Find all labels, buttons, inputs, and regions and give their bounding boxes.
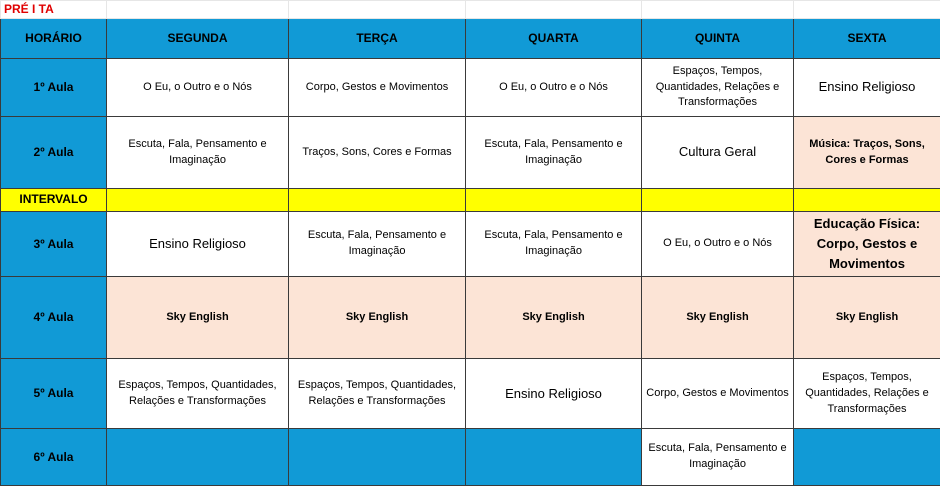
cell-quinta[interactable]: Escuta, Fala, Pensamento e Imaginação — [642, 429, 794, 486]
row-aula-1 — [1, 59, 940, 117]
cell-terca[interactable]: Traços, Sons, Cores e Formas — [289, 117, 466, 189]
title-row — [1, 1, 940, 19]
cell-sexta[interactable]: Ensino Religioso — [794, 59, 940, 117]
sheet-title: PRÉ I TA — [4, 2, 54, 16]
cell-segunda[interactable]: O Eu, o Outro e o Nós — [107, 59, 289, 117]
row-label[interactable]: 1º Aula — [1, 59, 107, 117]
cell-terca[interactable] — [289, 429, 466, 486]
cell-quarta[interactable]: O Eu, o Outro e o Nós — [466, 59, 642, 117]
row-label[interactable]: 4º Aula — [1, 277, 107, 359]
cell-quarta[interactable]: Escuta, Fala, Pensamento e Imaginação — [466, 117, 642, 189]
header-sexta[interactable]: SEXTA — [794, 19, 940, 59]
cell-terca[interactable]: Sky English — [289, 277, 466, 359]
row-aula-2 — [1, 117, 940, 189]
cell-quarta[interactable] — [466, 429, 642, 486]
interval-label[interactable]: INTERVALO — [1, 189, 107, 212]
row-aula-4 — [1, 277, 940, 359]
cell-quinta[interactable]: O Eu, o Outro e o Nós — [642, 212, 794, 277]
row-aula-6 — [1, 429, 940, 486]
cell-segunda[interactable]: Espaços, Tempos, Quantidades, Relações e Transformações — [107, 359, 289, 429]
cell-quinta[interactable]: Sky English — [642, 277, 794, 359]
cell-terca[interactable]: Escuta, Fala, Pensamento e Imaginação — [289, 212, 466, 277]
row-aula-3 — [1, 212, 940, 277]
cell-segunda[interactable]: Ensino Religioso — [107, 212, 289, 277]
cell-segunda[interactable]: Escuta, Fala, Pensamento e Imaginação — [107, 117, 289, 189]
interval-cell[interactable] — [794, 189, 940, 212]
interval-cell[interactable] — [107, 189, 289, 212]
row-label[interactable]: 6º Aula — [1, 429, 107, 486]
header-segunda[interactable]: SEGUNDA — [107, 19, 289, 59]
cell-sexta[interactable]: Sky English — [794, 277, 940, 359]
row-label[interactable]: 3º Aula — [1, 212, 107, 277]
row-aula-5 — [1, 359, 940, 429]
interval-cell[interactable] — [289, 189, 466, 212]
interval-cell[interactable] — [642, 189, 794, 212]
cell-quinta[interactable]: Cultura Geral — [642, 117, 794, 189]
header-quinta[interactable]: QUINTA — [642, 19, 794, 59]
cell-quinta[interactable]: Espaços, Tempos, Quantidades, Relações e Transformações — [642, 59, 794, 117]
cell-terca[interactable]: Corpo, Gestos e Movimentos — [289, 59, 466, 117]
cell-sexta[interactable]: Educação Física: Corpo, Gestos e Movimentos — [794, 212, 940, 277]
cell-segunda[interactable] — [107, 429, 289, 486]
cell-sexta[interactable]: Espaços, Tempos, Quantidades, Relações e Transformações — [794, 359, 940, 429]
cell-quarta[interactable]: Ensino Religioso — [466, 359, 642, 429]
row-intervalo — [1, 189, 940, 212]
cell-quinta[interactable]: Corpo, Gestos e Movimentos — [642, 359, 794, 429]
header-row — [1, 19, 940, 59]
cell-sexta[interactable] — [794, 429, 940, 486]
row-label[interactable]: 2º Aula — [1, 117, 107, 189]
header-horario[interactable]: HORÁRIO — [1, 19, 107, 59]
header-quarta[interactable]: QUARTA — [466, 19, 642, 59]
cell-quarta[interactable]: Sky English — [466, 277, 642, 359]
row-label[interactable]: 5º Aula — [1, 359, 107, 429]
cell-segunda[interactable]: Sky English — [107, 277, 289, 359]
interval-cell[interactable] — [466, 189, 642, 212]
header-terca[interactable]: TERÇA — [289, 19, 466, 59]
cell-terca[interactable]: Espaços, Tempos, Quantidades, Relações e Transformações — [289, 359, 466, 429]
cell-sexta[interactable]: Música: Traços, Sons, Cores e Formas — [794, 117, 940, 189]
cell-quarta[interactable]: Escuta, Fala, Pensamento e Imaginação — [466, 212, 642, 277]
